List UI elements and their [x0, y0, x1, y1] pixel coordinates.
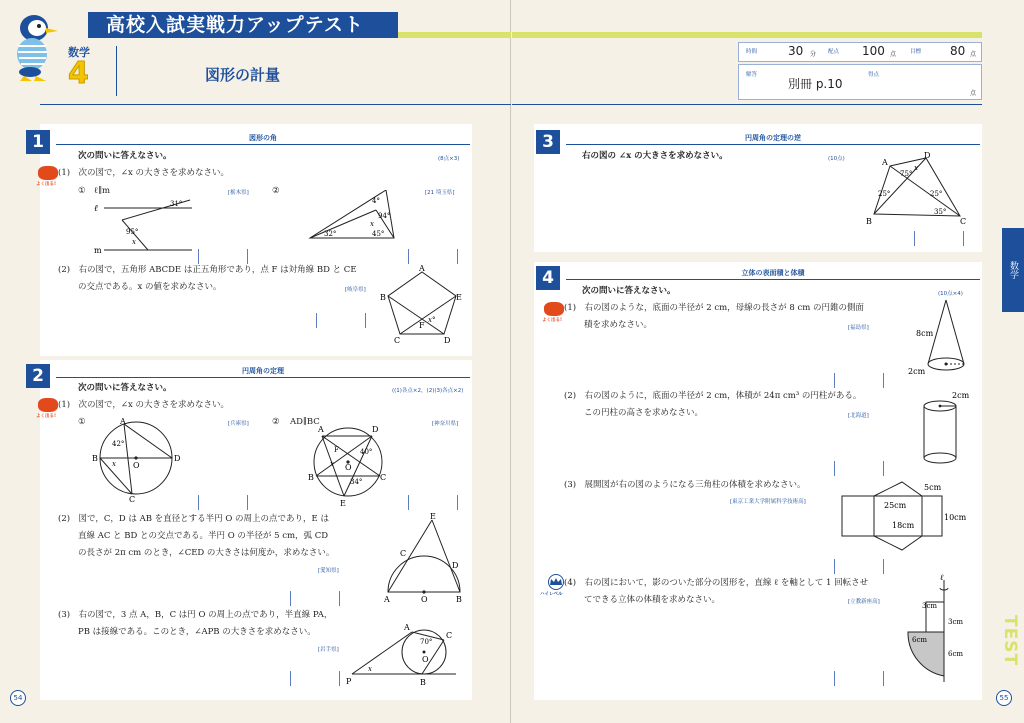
s4-net-b: 25cm — [884, 501, 907, 510]
section-3-title: 円周角の定理の逆 — [745, 134, 801, 142]
s2f2-a40: 40° — [360, 448, 373, 456]
section-1-title: 図形の角 — [249, 134, 277, 142]
f2-angle-32: 32° — [324, 230, 337, 238]
s1-q1-text: (1) 次の図で，∠x の大きさを求めなさい。 — [58, 168, 229, 178]
unit-title: 図形の計量 — [205, 66, 281, 84]
section-2-instruction: 次の問いに答えなさい。 — [78, 383, 172, 393]
s1-q1a-number: ① — [78, 186, 86, 196]
s4-figure-prism-net — [838, 478, 974, 554]
s2f4-x: x — [368, 665, 372, 673]
s2-q1a-number: ① — [78, 417, 86, 427]
section-1-instruction: 次の問いに答えなさい。 — [78, 151, 172, 161]
s2f4-O: O — [422, 655, 429, 664]
header-divider — [116, 46, 117, 96]
s2-q2-line3: の長さが 2π cm のとき，∠CED の大きさは何度か，求めなさい。 — [78, 548, 335, 558]
s2-q1b-number: ② — [272, 417, 280, 427]
f2-angle-45: 45° — [372, 230, 385, 238]
s4-q1-line2: 積を求めなさい。 — [584, 320, 653, 330]
s1-q2-answer-box[interactable] — [316, 313, 366, 328]
s2f1-D: D — [174, 454, 181, 463]
f2-angle-94: 94° — [378, 212, 391, 220]
s4-q1-line1: (1) 右の図のような，底面の半径が 2 cm，母線の長さが 8 cm の円錐の側面 — [564, 303, 865, 313]
s4-q3-answer-box[interactable] — [834, 559, 884, 574]
page-number-left: 54 — [10, 690, 26, 706]
f3-B: B — [380, 293, 386, 302]
s1-figure-pentagon — [380, 264, 464, 344]
s3-a25a: 25° — [878, 190, 891, 198]
s2f2-F: F — [334, 446, 339, 454]
answer-label: 解答 — [746, 72, 758, 78]
s2-q3-line2: PB は接線である。このとき，∠APB の大きさを求めなさい。 — [78, 627, 316, 637]
s1-figure-triangle — [306, 190, 402, 244]
s2-q1a-answer-box[interactable] — [198, 495, 248, 510]
points-unit: 点 — [890, 51, 897, 58]
s3-D: D — [924, 152, 931, 160]
s2f3-O: O — [421, 595, 428, 604]
header-rule — [40, 104, 511, 105]
s2-figure-circle-2 — [308, 418, 388, 506]
test-info-row — [738, 42, 982, 62]
right-page — [512, 0, 1024, 723]
section-4-points: (10点×4) — [938, 291, 963, 297]
section-4-instruction: 次の問いに答えなさい。 — [582, 286, 676, 296]
s2f4-B: B — [420, 678, 426, 687]
f2-angle-x: x — [370, 220, 374, 228]
section-2-title: 円周角の定理 — [242, 367, 284, 375]
section-4-rule — [566, 279, 980, 280]
section-2-rule — [56, 377, 470, 378]
s4-q4-source: [立教新座高] — [848, 599, 880, 605]
s2-q3-answer-box[interactable] — [290, 671, 340, 686]
s2f3-E: E — [430, 512, 436, 521]
s4-q3-text: (3) 展開図が右の図のようになる三角柱の体積を求めなさい。 — [564, 480, 806, 490]
answer-reference: 別冊 p.10 — [788, 77, 843, 91]
banner-accent-line — [398, 32, 511, 38]
s2f1-A: A — [120, 418, 126, 426]
page-number-right: 55 — [996, 690, 1012, 706]
section-3-points: (10点) — [828, 156, 845, 162]
s2-figure-semicircle — [380, 512, 468, 604]
s2f4-C: C — [446, 631, 453, 640]
s2f3-C: C — [400, 549, 407, 558]
s4-q2-source: [北海道] — [848, 413, 869, 419]
s4-q1-source: [福島県] — [848, 325, 869, 331]
s1-q1a-condition: ℓ∥m — [94, 186, 111, 196]
section-1-points: (8点×3) — [438, 156, 460, 162]
f3-A: A — [419, 264, 425, 273]
goal-value: 80 — [950, 44, 966, 58]
s2f1-B: B — [92, 454, 98, 463]
left-page — [0, 0, 511, 723]
header-rule-right — [512, 104, 982, 105]
s4-q4-line1: (4) 右の図において，影のついた部分の図形を，直線 ℓ を軸として 1 回転させ — [564, 578, 869, 588]
s2-q1a-source: [兵庫県] — [228, 421, 249, 427]
f3-E: E — [456, 293, 462, 302]
frequent-badge-icon — [38, 166, 58, 180]
time-value: 30 — [788, 44, 804, 58]
s4-q1-answer-box[interactable] — [834, 373, 884, 388]
s2-q2-line1: (2) 図で，C，D は AB を直径とする半円 O の周上の点であり，E は — [58, 514, 329, 524]
s2f2-D: D — [372, 425, 379, 434]
s4-cone-length: 8cm — [916, 329, 934, 338]
score-unit: 点 — [970, 90, 977, 97]
frequent-badge-icon — [544, 302, 564, 316]
s2f1-x: x — [112, 460, 116, 468]
s1-q1b-source: [21 埼玉県] — [425, 190, 455, 196]
high-level-crown-icon — [546, 574, 566, 590]
s4-net-c: 18cm — [892, 521, 915, 530]
section-2-points: ((1)各点×2，(2)(3)各点×2) — [392, 388, 464, 394]
frequent-badge-icon — [38, 398, 58, 412]
f3-C: C — [394, 336, 401, 344]
s4-figure-cone — [906, 296, 970, 380]
s3-C: C — [960, 217, 967, 226]
s4-figure-rotation — [896, 572, 980, 684]
s4-cone-radius: 2cm — [908, 367, 926, 376]
s2-q1b-answer-box[interactable] — [408, 495, 458, 510]
time-unit: 分 — [810, 51, 817, 58]
s2f1-C: C — [129, 495, 136, 502]
s4-q4-answer-box[interactable] — [834, 671, 884, 686]
s2f4-A: A — [404, 623, 410, 632]
section-3-number: 3 — [536, 130, 560, 154]
s2-q2-source: [愛知県] — [318, 568, 339, 574]
points-value: 100 — [862, 44, 885, 58]
s4-q2-line2: この円柱の高さを求めなさい。 — [584, 408, 704, 418]
s2f4-P: P — [346, 677, 352, 686]
s2f2-C: C — [380, 473, 387, 482]
s1-q1b-answer-box[interactable] — [408, 249, 458, 264]
s3-x: x — [914, 164, 918, 172]
s3-a75: 75° — [900, 170, 913, 178]
f3-D: D — [444, 336, 451, 344]
section-3-rule — [566, 144, 980, 145]
s4-net-a: 5cm — [924, 483, 942, 492]
s2-q1b-source: [神奈川県] — [432, 421, 459, 427]
s2f3-B: B — [456, 595, 462, 604]
s3-B: B — [866, 217, 872, 226]
penguin-mascot-icon — [10, 8, 62, 82]
s2f3-D: D — [452, 561, 459, 570]
f1-angle-95: 95° — [126, 228, 139, 236]
f1-angle-x: x — [132, 238, 136, 246]
s4-q3-source: [東京工業大学附属科学技術高] — [730, 499, 806, 505]
s2-q2-line2: 直線 AC と BD との交点である。半円 O の半径が 5 cm，弧 CD — [78, 531, 329, 541]
points-label: 配点 — [828, 49, 840, 55]
s2-q3-source: [岩手県] — [318, 647, 339, 653]
frequent-badge-label: よく出る! — [36, 414, 57, 419]
goal-label: 目標 — [910, 49, 922, 55]
s1-q2-line2: の交点である。x の値を求めなさい。 — [78, 282, 222, 292]
section-4-title: 立体の表面積と体積 — [741, 269, 805, 277]
s2-q3-line1: (3) 右の図で，3 点 A，B，C は円 O の周上の点であり，半直線 PA， — [58, 610, 333, 620]
s2-q2-answer-box[interactable] — [290, 591, 340, 606]
s2-figure-circle-1 — [90, 418, 186, 502]
s4-q4-line2: てできる立体の体積を求めなさい。 — [584, 595, 721, 605]
s2f2-a34: 34° — [350, 478, 363, 486]
s4-q2-line1: (2) 右の図のように，底面の半径が 2 cm，体積が 24π cm³ の円柱がある。 — [564, 391, 862, 401]
s4-rot-b: 3cm — [948, 618, 964, 626]
s3-answer-box[interactable] — [914, 231, 964, 246]
s1-q1a-source: [栃木県] — [228, 190, 249, 196]
section-3-instruction: 右の図の ∠x の大きさを求めなさい。 — [582, 151, 728, 161]
s3-A: A — [882, 158, 888, 167]
section-1-rule — [56, 144, 470, 145]
test-banner: 高校入試実戦力アップテスト — [88, 12, 398, 38]
s2f1-a42: 42° — [112, 440, 125, 448]
s2f2-B: B — [308, 473, 314, 482]
f1-label-m: m — [94, 246, 102, 255]
f1-angle-31: 31° — [170, 200, 183, 208]
section-4-number: 4 — [536, 266, 560, 290]
s2f4-a70: 70° — [420, 638, 433, 646]
s4-rot-c: 6cm — [912, 636, 928, 644]
s4-rot-d: 6cm — [948, 650, 964, 658]
section-1-number: 1 — [26, 130, 50, 154]
side-test-label: TEST — [1000, 615, 1020, 667]
s1-figure-parallel-lines — [92, 194, 202, 256]
time-label: 時間 — [746, 49, 758, 55]
subject-label: 数学 — [68, 46, 90, 59]
subject-side-tab: 数学 — [1002, 228, 1024, 312]
goal-unit: 点 — [970, 51, 977, 58]
s4-net-d: 10cm — [944, 513, 967, 522]
banner-accent-line-right — [512, 32, 982, 38]
s4-figure-cylinder — [916, 388, 972, 468]
frequent-badge-label: よく出る! — [542, 318, 563, 323]
high-level-label: ハイレベル — [540, 592, 563, 597]
s2-q1b-condition: AD∥BC — [290, 417, 320, 427]
s3-a25b: 25° — [930, 190, 943, 198]
answer-score-row — [738, 64, 982, 100]
f3-x: x° — [428, 316, 436, 324]
s2-q1-text: (1) 次の図で，∠x の大きさを求めなさい。 — [58, 400, 229, 410]
f3-F: F — [419, 321, 425, 330]
s2f2-E: E — [340, 499, 346, 506]
s2f2-O: O — [345, 463, 352, 472]
s3-figure-quadrilateral — [864, 152, 972, 228]
s4-q2-answer-box[interactable] — [834, 461, 884, 476]
s1-q2-line1: (2) 右の図で，五角形 ABCDE は正五角形であり，点 F は対角線 BD と CE — [58, 265, 357, 275]
unit-number: 4 — [68, 56, 89, 91]
s1-q2-source: [岐阜県] — [345, 287, 366, 293]
section-2-number: 2 — [26, 364, 50, 388]
s1-q1b-number: ② — [272, 186, 280, 196]
score-label: 得点 — [868, 72, 880, 78]
s3-a35: 35° — [934, 208, 947, 216]
s4-cylinder-radius: 2cm — [952, 391, 970, 400]
s2f2-A: A — [318, 425, 324, 434]
f2-angle-4: 4° — [372, 197, 380, 205]
s2f1-O: O — [133, 461, 140, 470]
s2-figure-tangent — [346, 616, 470, 688]
s4-rot-a: 3cm — [922, 602, 938, 610]
s2f3-A: A — [384, 595, 390, 604]
s2f2-x: x — [330, 460, 334, 468]
f1-label-l: ℓ — [94, 204, 98, 214]
s4-rot-axis: ℓ — [940, 573, 944, 582]
frequent-badge-label: よく出る! — [36, 182, 57, 187]
